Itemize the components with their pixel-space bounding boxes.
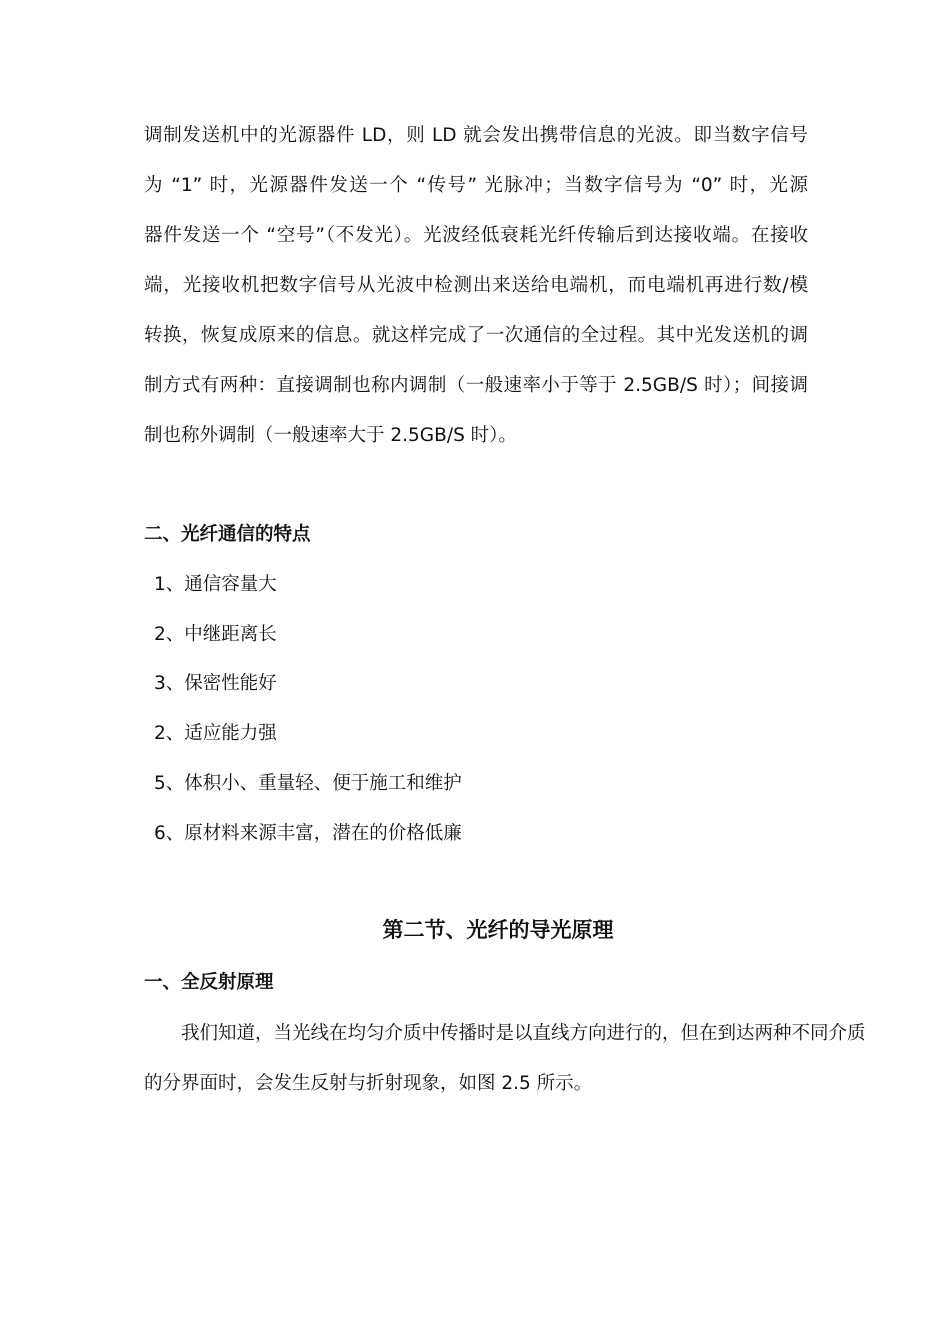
list-item: 6、原材料来源丰富，潜在的价格低廉 — [154, 823, 462, 844]
list-item: 3、保密性能好 — [154, 673, 277, 694]
paragraph-line: 转换，恢复成原来的信息。就这样完成了一次通信的全过程。其中光发送机的调 — [144, 325, 808, 346]
section-heading-features: 二、光纤通信的特点 — [144, 524, 311, 545]
paragraph-line: 调制发送机中的光源器件 LD，则 LD 就会发出携带信息的光波。即当数字信号 — [144, 125, 808, 146]
list-item: 2、中继距离长 — [154, 624, 277, 645]
paragraph-line: 为 “1” 时，光源器件发送一个 “传号” 光脉冲；当数字信号为 “0” 时，光源 — [144, 175, 808, 196]
paragraph-line: 制方式有两种：直接调制也称内调制（一般速率小于等于 2.5GB/S 时）；间接调 — [144, 375, 808, 396]
paragraph-line: 端，光接收机把数字信号从光波中检测出来送给电端机，而电端机再进行数/模 — [144, 275, 808, 296]
list-item: 2、适应能力强 — [154, 723, 277, 744]
paragraph-line: 的分界面时，会发生反射与折射现象，如图 2.5 所示。 — [144, 1073, 593, 1094]
paragraph-line: 我们知道，当光线在均匀介质中传播时是以直线方向进行的，但在到达两种不同介质 — [181, 1023, 866, 1044]
list-item: 1、通信容量大 — [154, 574, 277, 595]
list-item: 5、体积小、重量轻、便于施工和维护 — [154, 773, 462, 794]
paragraph-line: 制也称外调制（一般速率大于 2.5GB/S 时）。 — [144, 425, 517, 446]
chapter-title: 第二节、光纤的导光原理 — [382, 918, 614, 942]
paragraph-line: 器件发送一个 “空号”（不发光）。光波经低衰耗光纤传输后到达接收端。在接收 — [144, 225, 808, 246]
section-heading-total-reflection: 一、全反射原理 — [144, 972, 274, 993]
